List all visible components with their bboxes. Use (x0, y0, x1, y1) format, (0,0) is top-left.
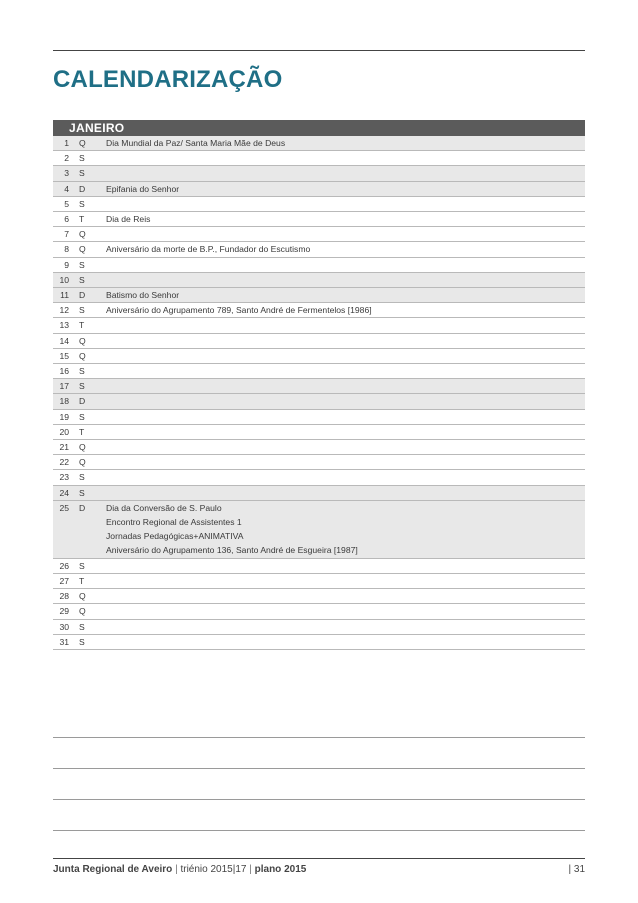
month-header: JANEIRO (53, 120, 585, 136)
calendar-row (53, 589, 585, 604)
day-number: 20 (59, 426, 69, 437)
event-text: Dia Mundial da Paz/ Santa Maria Mãe de Deus (106, 138, 286, 148)
calendar-row (53, 470, 585, 485)
top-rule (53, 50, 585, 51)
weekday-letter: D (79, 183, 86, 194)
day-events (92, 334, 585, 348)
day-events (92, 136, 585, 150)
calendar-rows (53, 136, 585, 650)
day-number: 27 (59, 575, 69, 586)
weekday-letter: Q (79, 606, 86, 617)
weekday-letter: T (79, 214, 85, 225)
day-events (92, 197, 585, 211)
day-number: 7 (64, 229, 69, 240)
day-events (92, 620, 585, 634)
day-events (92, 574, 585, 588)
day-number: 23 (59, 472, 69, 483)
event-text: Aniversário do Agrupamento 789, Santo André de Fermentelos [1986] (106, 305, 372, 316)
weekday-letter: Q (79, 335, 86, 346)
weekday-letter: S (79, 636, 85, 647)
event-text: Aniversário da morte de B.P., Fundador do Escutismo (106, 244, 311, 255)
day-number: 10 (59, 274, 69, 285)
day-number: 14 (59, 335, 69, 346)
day-events (92, 349, 585, 363)
note-line (53, 737, 585, 738)
day-number: 28 (59, 591, 69, 602)
day-number: 26 (59, 560, 69, 571)
calendar-row (53, 242, 585, 257)
bottom-rule (53, 858, 585, 859)
calendar-row (53, 486, 585, 501)
weekday-letter: S (79, 487, 85, 498)
event-text: Dia de Reis (106, 214, 151, 225)
calendar-row (53, 136, 585, 151)
day-events (92, 151, 585, 165)
calendar-row (53, 574, 585, 589)
weekday-letter: Q (79, 442, 86, 453)
page-number: | 31 (568, 864, 585, 875)
day-number: 1 (64, 138, 69, 148)
weekday-letter: S (79, 381, 85, 392)
weekday-letter: S (79, 411, 85, 422)
weekday-letter: Q (79, 138, 86, 148)
calendar-row (53, 425, 585, 440)
footer-separator: | (175, 864, 178, 875)
calendar-row (53, 303, 585, 318)
weekday-letter: S (79, 621, 85, 632)
weekday-letter: S (79, 259, 85, 270)
day-events (92, 559, 585, 573)
weekday-letter: S (79, 560, 85, 571)
calendar-row (53, 273, 585, 288)
day-events (92, 455, 585, 469)
weekday-letter: S (79, 198, 85, 209)
day-events (92, 501, 585, 558)
day-events (92, 604, 585, 618)
calendar-table (53, 120, 585, 650)
weekday-letter: T (79, 575, 85, 586)
day-number: 3 (64, 168, 69, 179)
weekday-letter: T (79, 320, 85, 331)
day-number: 9 (64, 259, 69, 270)
day-events (92, 212, 585, 226)
day-events (92, 486, 585, 500)
day-number: 15 (59, 350, 69, 361)
weekday-letter: Q (79, 350, 86, 361)
day-number: 16 (59, 366, 69, 377)
day-number: 31 (59, 636, 69, 647)
calendar-row (53, 410, 585, 425)
footer (53, 864, 585, 875)
event-text: Jornadas Pedagógicas+ANIMATIVA (106, 531, 244, 542)
day-events (92, 242, 585, 256)
day-number: 24 (59, 487, 69, 498)
calendar-row (53, 182, 585, 197)
day-number: 30 (59, 621, 69, 632)
day-events (92, 273, 585, 287)
calendar-row (53, 258, 585, 273)
day-events (92, 182, 585, 196)
day-number: 5 (64, 198, 69, 209)
weekday-letter: S (79, 153, 85, 164)
day-number: 8 (64, 244, 69, 255)
weekday-letter: D (79, 502, 86, 513)
weekday-letter: T (79, 426, 85, 437)
page-title: CALENDARIZAÇÃO (53, 66, 283, 93)
calendar-row (53, 635, 585, 650)
weekday-letter: Q (79, 591, 86, 602)
footer-triennium: triénio 2015|17 (180, 864, 247, 875)
weekday-letter: D (79, 290, 86, 301)
calendar-row (53, 620, 585, 635)
weekday-letter: Q (79, 229, 86, 240)
day-events (92, 394, 585, 408)
note-line (53, 799, 585, 800)
calendar-row (53, 394, 585, 409)
event-text: Dia da Conversão de S. Paulo (106, 502, 222, 513)
weekday-letter: S (79, 305, 85, 316)
day-events (92, 635, 585, 649)
weekday-letter: D (79, 396, 86, 407)
day-events (92, 318, 585, 332)
calendar-row (53, 501, 585, 559)
day-events (92, 227, 585, 241)
calendar-row (53, 212, 585, 227)
weekday-letter: S (79, 168, 85, 179)
day-number: 2 (64, 153, 69, 164)
day-events (92, 379, 585, 393)
calendar-row (53, 559, 585, 574)
event-text: Aniversário do Agrupamento 136, Santo André de Esgueira [1987] (106, 545, 358, 556)
calendar-row (53, 318, 585, 333)
footer-plan: plano 2015 (254, 864, 307, 875)
day-number: 18 (59, 396, 69, 407)
calendar-row (53, 151, 585, 166)
calendar-row (53, 197, 585, 212)
day-events (92, 589, 585, 603)
calendar-row (53, 227, 585, 242)
note-line (53, 768, 585, 769)
calendar-row (53, 604, 585, 619)
calendar-row (53, 440, 585, 455)
calendar-row (53, 349, 585, 364)
day-number: 13 (59, 320, 69, 331)
event-text: Epifania do Senhor (106, 183, 180, 194)
weekday-letter: S (79, 472, 85, 483)
calendar-row (53, 364, 585, 379)
day-number: 29 (59, 606, 69, 617)
day-events (92, 288, 585, 302)
day-number: 25 (59, 502, 69, 513)
event-text: Batismo do Senhor (106, 290, 180, 301)
day-events (92, 440, 585, 454)
day-number: 6 (64, 214, 69, 225)
footer-separator: | (249, 864, 252, 875)
weekday-letter: S (79, 366, 85, 377)
calendar-row (53, 334, 585, 349)
day-number: 19 (59, 411, 69, 422)
calendar-row (53, 166, 585, 181)
day-events (92, 166, 585, 180)
weekday-letter: S (79, 274, 85, 285)
day-number: 4 (64, 183, 69, 194)
weekday-letter: Q (79, 244, 86, 255)
day-events (92, 410, 585, 424)
day-events (92, 470, 585, 484)
day-number: 22 (59, 457, 69, 468)
day-events (92, 303, 585, 317)
calendar-row (53, 379, 585, 394)
weekday-letter: Q (79, 457, 86, 468)
day-events (92, 425, 585, 439)
day-number: 11 (60, 290, 69, 301)
day-number: 12 (59, 305, 69, 316)
footer-org: Junta Regional de Aveiro (53, 864, 173, 875)
day-events (92, 364, 585, 378)
day-number: 21 (59, 442, 69, 453)
calendar-row (53, 455, 585, 470)
day-number: 17 (59, 381, 69, 392)
calendar-row (53, 288, 585, 303)
event-text: Encontro Regional de Assistentes 1 (106, 517, 242, 528)
note-line (53, 830, 585, 831)
day-events (92, 258, 585, 272)
